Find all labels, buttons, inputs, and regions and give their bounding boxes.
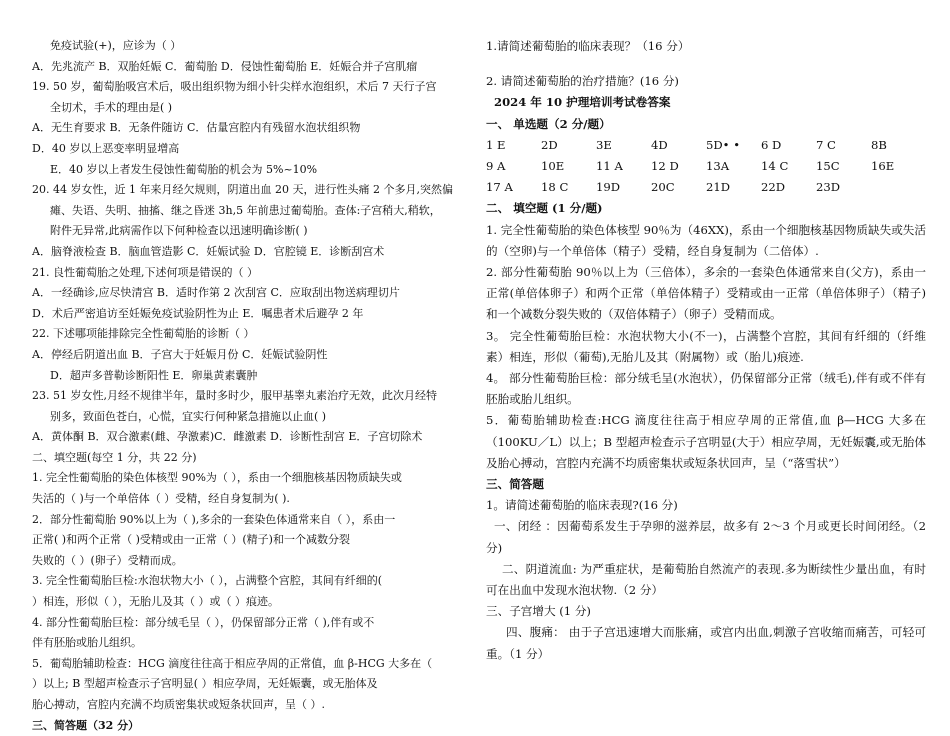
text-line: D．超声多普勒诊断阳性 E．卵巢黄素囊肿 xyxy=(50,368,258,382)
text-line: ）相连，形似（ ），无胎儿及其（ ）或（ ）痕迹。 xyxy=(32,595,279,609)
answer-item: 2D xyxy=(541,137,558,152)
short-answer-heading: 1。请简述葡萄胎的临床表现?(16 分) xyxy=(486,498,678,513)
short-answer-point-2: 二、阴道流血: 为严重症状，是葡萄胎自然流产的表现.多为断续性少量出血，有时可在出血中发现水泡状物.（2 分） xyxy=(486,561,926,598)
text-line: A．停经后阴道出血 B．子宫大于妊娠月份 C．妊娠试验阴性 xyxy=(32,347,328,361)
right-column xyxy=(486,36,926,665)
section-heading: 二、填空题(每空 1 分，共 22 分) xyxy=(32,450,197,464)
answer-item: 16E xyxy=(871,159,895,174)
question-21: 21. 良性葡萄胎之处理,下述何项是错误的（ ） xyxy=(32,265,258,279)
answer-item: 6 D xyxy=(761,137,782,152)
text-line: ）以上; B 型超声检查示子宫明显( ）相应孕周，无妊娠囊，或无胎体及 xyxy=(32,677,378,691)
text-line: 失活的（ )与一个单倍体（ ）受精，经自身复制为( ). xyxy=(32,492,290,506)
fill-answer-5: 5．葡萄胎辅助检查:HCG 滴度往往高于相应孕周的正常值,血 β—HCG 大多在（100KU／L）以上；B 型超声检查示子宫明显(大于）相应孕周，无妊娠囊,或无胎体及胎心搏动，宫腔内充满不均质密集状或短条状回声，呈（“落雪状”） xyxy=(486,413,926,470)
fill-answer-2: 2. 部分性葡萄胎 90％以上为（三倍体），多余的一套染色体通常来自(父方)，系由一正常(单倍体卵子）和两个正常（单倍体精子）受精或由一正常（单倍体卵子）（精子)和一个减数分裂失败的（双倍体精子）（卵子）受精而成。 xyxy=(486,265,926,322)
text-line: A．先兆流产 B．双胎妊娠 C．葡萄胎 D．侵蚀性葡萄胎 E．妊娠合并子宫肌瘤 xyxy=(32,59,418,73)
answer-item: 21D xyxy=(706,180,731,195)
fill-answer-1: 1. 完全性葡萄胎的染色体核型 90％为（46XX)，系由一个细胞核基因物质缺失或失活的（空卵)与一个单倍体（精子）受精，经自身复制为（二倍体）. xyxy=(486,222,926,258)
answer-item: 14 C xyxy=(761,159,789,174)
text-line: D．40 岁以上恶变率明显增高 xyxy=(32,141,180,155)
text-line: 胎心搏动，宫腔内充满不均质密集状或短条状回声，呈（ ）. xyxy=(32,698,325,711)
section-heading: 一、 单选题（2 分/题） xyxy=(486,116,611,131)
answer-item: 17 A xyxy=(486,180,513,195)
answer-title: 2024 年 10 护理培训考试卷答案 xyxy=(494,95,671,110)
text-line: 别多，致面色苍白，心慌，宜实行何种紧急措施以止血( ) xyxy=(50,409,327,423)
text-line: A．脑脊液检查 B．脑血管造影 C．妊娠试验 D．官腔镜 E．诊断刮宫术 xyxy=(32,244,385,258)
text-line: 正常( )和两个正常（ )受精或由一正常（ ）(精子)和一个减数分裂 xyxy=(32,533,350,547)
short-answer-point-1: 一、闭经 ：因葡萄系发生于孕卵的滋养层，故多有 2～3 个月或更长时间闭经。（2 分) xyxy=(486,519,926,555)
answer-item: 10E xyxy=(541,159,565,174)
answer-item: 7 C xyxy=(816,137,836,152)
text-line: 瘫、失语、失明、抽搐、继之昏迷 3h,5 年前患过葡萄胎。查体:子宫稍大,稍软， xyxy=(50,203,441,217)
section-heading: 三、简答题（32 分） xyxy=(32,718,140,732)
answer-item: 3E xyxy=(596,137,612,152)
fill-question-5: 5．葡萄胎辅助检查：HCG 滴度往往高于相应孕周的正常值，血 β-HCG 大多在（ xyxy=(32,656,433,670)
section-heading: 三、简答题 xyxy=(486,477,544,492)
fill-answer-4: 4。 部分性葡萄胎巨检：部分绒毛呈(水泡状），仍保留部分正常（绒毛),伴有或不伴有胚胎或胎儿组织。 xyxy=(486,371,926,407)
text-line: E．40 岁以上者发生侵蚀性葡萄胎的机会为 5%~10% xyxy=(50,162,318,176)
text-line: 全切术，手术的理由是( ) xyxy=(50,100,173,114)
multiple-choice-answers xyxy=(486,135,926,199)
text-line: 失败的（ ）(卵子）受精而成。 xyxy=(32,553,183,567)
answer-item: 13A xyxy=(706,159,730,174)
answer-item: 23D xyxy=(816,180,841,195)
answer-item: 20C xyxy=(651,180,675,195)
short-answer-q1: 1.请简述葡萄胎的临床表现？（16 分） xyxy=(486,39,690,53)
text-line: 附件无异常,此病需作以下何种检查以迅速明确诊断( ) xyxy=(50,224,308,238)
short-answer-q2: 2. 请简述葡萄胎的治疗措施？(16 分) xyxy=(486,74,679,89)
answer-item: 12 D xyxy=(651,159,679,174)
left-column xyxy=(32,36,472,736)
text-line: A．无生育要求 B．无条件随访 C．估量宫腔内有残留水泡状组织物 xyxy=(32,121,361,135)
answer-item: 15C xyxy=(816,159,840,174)
answer-item: 1 E xyxy=(486,137,506,152)
fill-answer-3: 3。 完全性葡萄胎巨检：水泡状物大小(不一)，占满整个宫腔，其间有纤细的（纤维素）相连，形似（葡萄),无胎儿及其（附属物）或（胎儿)痕迹. xyxy=(486,328,926,364)
answer-item: 18 C xyxy=(541,180,569,195)
short-answer-point-4: 四、腹痛： 由于子宫迅速增大而胀痛，或宫内出血,刺激子宫收缩而痛苦，可轻可重。（1 分） xyxy=(486,625,926,661)
answer-item: 8B xyxy=(871,137,887,152)
answer-item: 19D xyxy=(596,180,621,195)
section-heading: 二、 填空题 (1 分/题) xyxy=(486,201,603,216)
text-line: A．一经确诊,应尽快清宫 B．适时作第 2 次刮宫 C．应取刮出物送病理切片 xyxy=(32,286,400,300)
text-line: A．黄体酮 B．双合激素(雌、孕激素)C．雌激素 D．诊断性刮宫 E．子宫切除术 xyxy=(32,430,423,444)
answer-item: 4D xyxy=(651,137,668,152)
question-19: 19. 50 岁，葡萄胎吸宫术后，吸出组织物为细小针尖样水泡组织，术后 7 天行子宫 xyxy=(32,80,437,94)
answer-item: 22D xyxy=(761,180,786,195)
fill-question-1: 1. 完全性葡萄胎的染色体核型 90%为（ ），系由一个细胞核基因物质缺失或 xyxy=(32,471,402,485)
fill-question-2: 2．部分性葡萄胎 90%以上为（ ),多余的一套染色体通常来自（ ），系由一 xyxy=(32,512,396,526)
short-answer-point-3: 三、子宫增大 (1 分) xyxy=(486,604,591,619)
text-line: D．术后严密追访至妊娠免疫试验阴性为止 E．嘱患者术后避孕 2 年 xyxy=(32,306,364,320)
answer-item: 5D• • xyxy=(706,137,741,152)
fill-question-3: 3. 完全性葡萄胎巨检:水泡状物大小（ ），占满整个宫腔，其间有纤细的( xyxy=(32,574,382,588)
text-line: 伴有胚胎或胎儿组织。 xyxy=(32,636,142,650)
question-23: 23. 51 岁女性,月经不规律半年，量时多时少，服甲基睾丸素治疗无效，此次月经特 xyxy=(32,389,437,403)
fill-question-4: 4. 部分性葡萄胎巨检：部分绒毛呈（ ），仍保留部分正常（ ),伴有或不 xyxy=(32,615,375,629)
question-20: 20. 44 岁女性，近 1 年来月经欠规则，阴道出血 20 天，进行性头痛 2 个多月,突然偏 xyxy=(32,183,453,197)
answer-item: 11 A xyxy=(596,159,623,174)
text-line: 免疫试验(+)，应诊为（ ） xyxy=(50,39,182,52)
answer-item: 9 A xyxy=(486,159,506,174)
question-22: 22. 下述哪项能排除完全性葡萄胎的诊断（ ） xyxy=(32,327,255,341)
